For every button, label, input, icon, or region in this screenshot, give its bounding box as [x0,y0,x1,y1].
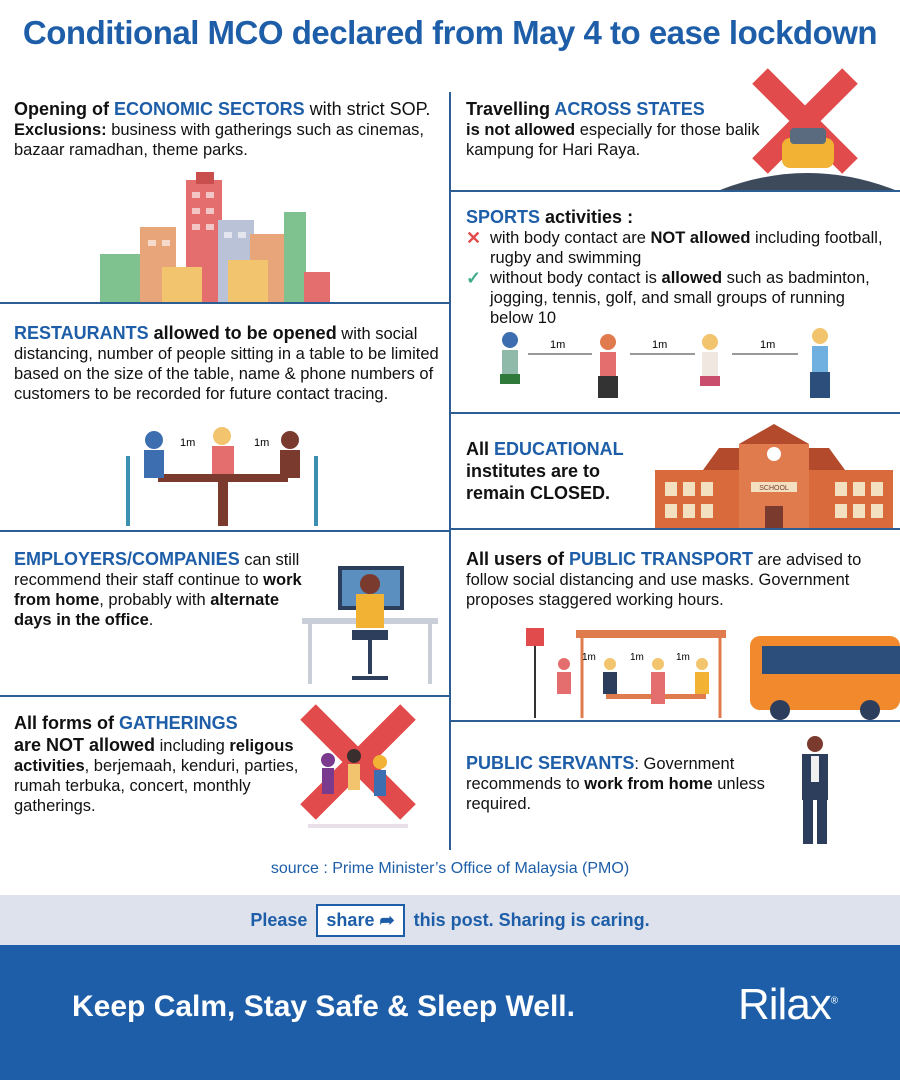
nocontact-bold: allowed [661,269,723,287]
employers-text3: . [148,611,154,629]
employers-highlight: EMPLOYERS/COMPANIES [14,549,240,569]
check-icon: ✓ [466,268,482,288]
nocontact-pre: without body contact is [490,269,662,287]
gatherings-bold2: religous activities [14,737,294,775]
gatherings-highlight: GATHERINGS [119,713,238,733]
restaurants-highlight: RESTAURANTS [14,323,149,343]
bus-stop-icon [524,624,900,720]
exclusions-label: Exclusions: [14,121,107,139]
servants-post: unless required. [466,775,765,813]
employers-text2: , probably with [99,591,211,609]
section-divider [0,530,449,532]
restaurants-section [14,322,439,404]
gatherings-pre: All forms of [14,713,120,733]
education-line2: institutes are to [466,461,601,481]
distance-label: 1m [676,652,690,663]
restaurant-table-icon [118,426,328,528]
restaurants-post: with social distancing, number of people sitting in a table to be limited based on the size of the table, name & phone numbers of customers to be recorded for future contact tracing. [14,325,439,403]
economic-pre: Opening of [14,99,114,119]
share-post: this post. Sharing is caring. [413,910,650,930]
education-line3: remain CLOSED. [466,483,611,503]
employers-text1: can still recommend their staff continue to [14,551,300,589]
office-desk-icon [302,560,438,688]
education-highlight: EDUCATIONAL [494,439,624,459]
gatherings-section [14,712,304,816]
servants-highlight: PUBLIC SERVANTS [466,753,635,773]
employers-bold2: alternate days in the office [14,591,280,629]
share-pre: Please [250,910,308,930]
distance-label: 1m [630,652,644,663]
businessman-icon [792,734,838,846]
economic-sectors-section [14,98,444,160]
car-cross-icon [720,66,895,190]
employers-bold1: work from home [14,571,302,609]
transport-highlight: PUBLIC TRANSPORT [569,549,754,569]
crowd-cross-icon [298,704,418,832]
share-row [0,904,900,937]
share-button-label: share [326,910,375,930]
section-divider [451,412,900,414]
source-credit: source : Prime Minister’s Office of Malaysia (PMO) [270,860,630,877]
education-section [466,438,646,504]
school-sign: SCHOOL [759,485,789,492]
economic-post: with strict SOP. [304,99,431,119]
nocontact-post: such as badminton, jogging, tennis, golf, and small groups of running below 10 [490,269,870,327]
contact-pre: with body contact are [490,229,651,247]
center-divider [449,92,451,850]
distance-label: 1m [652,339,668,351]
distance-label: 1m [760,339,776,351]
school-building-icon [655,424,893,528]
servants-text: : Government recommends to [466,755,735,793]
restaurants-bold: allowed to be opened [148,323,337,343]
travel-pre: Travelling [466,99,555,119]
runners-icon [470,318,890,410]
city-buildings-icon [100,172,330,302]
travel-not-allowed: is not allowed [466,121,576,139]
distance-label: 1m [180,437,196,449]
distance-label: 1m [582,652,596,663]
employers-section [14,548,314,630]
brand-logo [738,980,837,1030]
section-divider [451,190,900,192]
gatherings-bold: are NOT allowed [14,735,156,755]
share-button[interactable] [316,904,404,937]
section-divider [451,720,900,722]
education-pre: All [466,439,495,459]
exclusions-text: business with gatherings such as cinemas, bazaar ramadhan, theme parks. [14,121,424,159]
servants-section [466,752,776,814]
transport-pre: All users of [466,549,570,569]
distance-label: 1m [550,339,566,351]
gatherings-text: including [155,737,230,755]
gatherings-post: , berjemaah, kenduri, parties, rumah terbuka, concert, monthly gatherings. [14,757,299,815]
contact-post: including football, rugby and swimming [490,229,883,267]
share-arrow-icon: ➦ [379,910,395,930]
page-title: Conditional MCO declared from May 4 to ease lockdown [22,14,878,51]
section-divider [0,302,449,304]
section-divider [451,528,900,530]
travel-highlight: ACROSS STATES [554,99,705,119]
cross-icon: ✕ [466,228,482,248]
footer-slogan: Keep Calm, Stay Safe & Sleep Well. [72,990,575,1023]
contact-bold: NOT allowed [650,229,751,247]
sports-contact-row [466,228,886,268]
sports-post: activities : [540,207,634,227]
distance-label: 1m [254,437,270,449]
travel-post: especially for those balik kampung for Hari Raya. [466,121,760,159]
sports-highlight: SPORTS [466,207,541,227]
section-divider [0,695,449,697]
servants-bold: work from home [584,775,713,793]
transport-post: are advised to follow social distancing and use masks. Government proposes staggered working hours. [466,551,862,609]
brand-name: Rilax [738,980,831,1029]
sports-section [466,206,886,328]
transport-section [466,548,886,610]
economic-highlight: ECONOMIC SECTORS [113,99,305,119]
registered-mark: ® [830,995,838,1007]
